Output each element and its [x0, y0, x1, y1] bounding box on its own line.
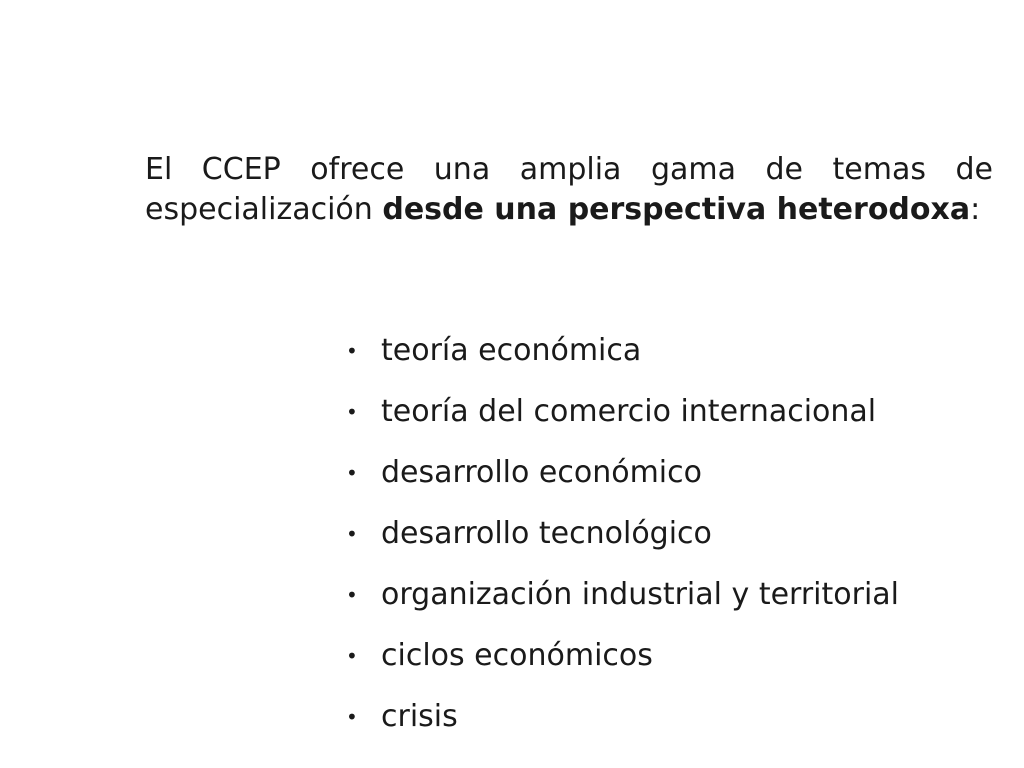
- bullet-icon: •: [346, 643, 358, 668]
- bullet-icon: •: [346, 521, 358, 546]
- list-item: [346, 320, 1006, 381]
- topic-label: teoría del comercio internacional: [381, 394, 877, 429]
- topic-label: crisis: [381, 699, 458, 734]
- topic-label: organización industrial y territorial: [381, 577, 900, 612]
- intro-paragraph: [145, 150, 993, 230]
- list-item: [346, 564, 1006, 625]
- intro-colon: :: [970, 192, 981, 227]
- topic-label: desarrollo económico: [381, 455, 702, 490]
- bullet-icon: •: [346, 460, 358, 485]
- topic-label: ciclos económicos: [381, 638, 653, 673]
- topics-list: [346, 320, 1006, 747]
- bullet-icon: •: [346, 338, 358, 363]
- intro-text: El CCEP ofrece una amplia gama de temas de especialización: [145, 152, 993, 227]
- intro-emphasis: desde una perspectiva heterodoxa: [382, 192, 971, 227]
- list-item: [346, 442, 1006, 503]
- topic-label: teoría económica: [381, 333, 642, 368]
- list-item: [346, 625, 1006, 686]
- topic-label: desarrollo tecnológico: [381, 516, 712, 551]
- bullet-icon: •: [346, 582, 358, 607]
- bullet-icon: •: [346, 704, 358, 729]
- bullet-icon: •: [346, 399, 358, 424]
- list-item: [346, 686, 1006, 747]
- list-item: [346, 381, 1006, 442]
- list-item: [346, 503, 1006, 564]
